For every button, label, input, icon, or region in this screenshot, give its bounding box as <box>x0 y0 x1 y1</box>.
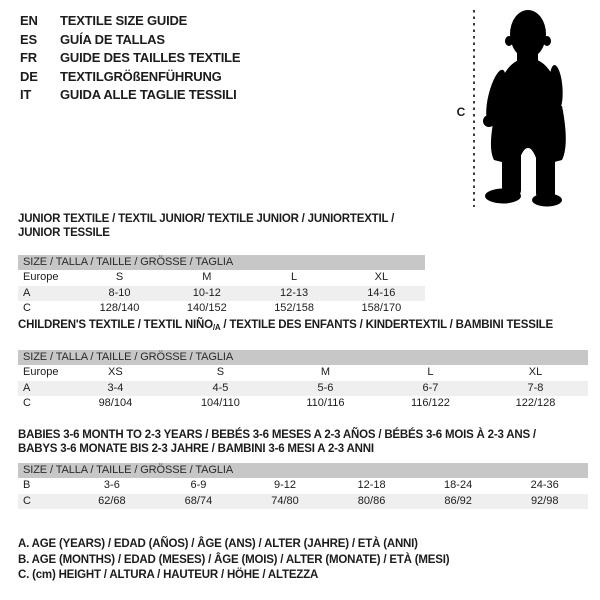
measurement-legend <box>18 537 449 584</box>
size-cell: 6-7 <box>422 381 439 394</box>
size-cell: S <box>115 271 124 283</box>
legend-line-c: C. (cm) HEIGHT / ALTURA / HAUTEUR / HÖHE / ALTEZZA <box>18 569 319 581</box>
table-row <box>18 365 588 381</box>
size-cell: 62/68 <box>98 494 126 507</box>
size-cell: 12-18 <box>357 479 386 491</box>
size-header-bar: SIZE / TALLA / TAILLE / GRÖSSE / TAGLIA <box>18 463 588 478</box>
lang-label: TEXTILE SIZE GUIDE <box>60 13 188 28</box>
lang-code: DE <box>20 68 38 84</box>
size-cell: M <box>320 366 331 378</box>
size-cell: 8-10 <box>108 286 131 299</box>
table-row <box>18 301 425 317</box>
size-cell: 10-12 <box>192 286 221 299</box>
table-row <box>18 396 588 412</box>
size-cell: 152/158 <box>274 302 314 314</box>
size-cell: 140/152 <box>186 302 227 314</box>
lang-row-de <box>20 68 240 87</box>
size-cell: 7-8 <box>527 381 544 394</box>
size-cell: M <box>202 271 212 283</box>
lang-label: TEXTILGRÖßENFÜHRUNG <box>60 68 222 84</box>
size-cell: 116/122 <box>410 397 450 409</box>
row-label: Europe <box>23 366 59 378</box>
size-cell: 9-12 <box>273 479 297 491</box>
height-measure-label: C <box>456 105 466 119</box>
lang-label: GUIDA ALLE TAGLIE TESSILI <box>60 87 237 102</box>
size-cell: 12-13 <box>280 286 309 299</box>
row-label: C <box>23 302 31 314</box>
size-cell: 6-9 <box>190 479 207 491</box>
size-cell: XS <box>108 366 123 378</box>
table-row <box>18 494 588 510</box>
row-label: C <box>23 494 31 507</box>
size-cell: 122/128 <box>515 397 556 409</box>
children-size-table <box>18 365 588 412</box>
lang-code: FR <box>20 50 37 65</box>
row-label: Europe <box>23 271 59 283</box>
size-cell: 24-36 <box>530 479 559 491</box>
babies-size-table <box>18 478 588 509</box>
row-label: B <box>23 479 31 491</box>
row-label: A <box>23 381 31 394</box>
size-cell: S <box>216 366 225 378</box>
size-cell: 5-6 <box>317 381 334 394</box>
lang-code: ES <box>20 31 37 47</box>
size-cell: 3-6 <box>103 479 120 491</box>
row-label: A <box>23 286 31 299</box>
size-header-bar: SIZE / TALLA / TAILLE / GRÖSSE / TAGLIA <box>18 255 425 270</box>
size-cell: 18-24 <box>444 479 473 491</box>
title-line-1: BABIES 3-6 MONTH TO 2-3 YEARS / BEBÉS 3-6 MESES A 2-3 AÑOS / BÉBÉS 3-6 MOIS À 2-3 ANS / <box>18 429 536 441</box>
title-prefix: CHILDREN'S TEXTILE / TEXTIL NIÑO <box>18 319 213 331</box>
lang-label: GUÍA DE TALLAS <box>60 31 165 47</box>
size-cell: 4-5 <box>212 381 229 394</box>
lang-row-fr <box>20 49 240 68</box>
size-cell: 158/170 <box>361 302 402 314</box>
size-cell: 104/110 <box>200 397 240 409</box>
size-cell: 80/86 <box>357 494 386 507</box>
size-cell: L <box>291 271 298 283</box>
table-row <box>18 381 588 397</box>
table-row <box>18 270 425 286</box>
table-row <box>18 286 425 302</box>
size-cell: 74/80 <box>271 494 299 507</box>
babies-textile-section <box>18 428 588 509</box>
junior-textile-section <box>18 212 425 317</box>
title-suffix: / TEXTILE DES ENFANTS / KINDERTEXTIL / BAMBINI TESSILE <box>220 319 553 331</box>
table-title-junior: JUNIOR TEXTILE / TEXTIL JUNIOR/ TEXTILE JUNIOR / JUNIORTEXTIL / JUNIOR TESSILE <box>18 213 395 239</box>
size-cell: XL <box>528 366 543 378</box>
size-cell: 14-16 <box>367 286 396 299</box>
size-cell: 68/74 <box>184 494 213 507</box>
lang-code: IT <box>20 87 32 102</box>
size-header-bar: SIZE / TALLA / TAILLE / GRÖSSE / TAGLIA <box>18 350 588 365</box>
height-measure-dotted-line <box>473 10 475 207</box>
size-cell: 92/98 <box>530 494 559 507</box>
language-header <box>20 12 240 105</box>
lang-row-es <box>20 31 240 50</box>
row-label: C <box>23 397 31 409</box>
baby-silhouette-icon <box>480 8 570 208</box>
lang-row-it <box>20 86 240 105</box>
legend-line-a: A. AGE (YEARS) / EDAD (AÑOS) / ÂGE (ANS) / ALTER (JAHRE) / ETÀ (ANNI) <box>18 538 418 550</box>
children-textile-section <box>18 318 588 412</box>
junior-size-table <box>18 270 425 317</box>
title-subscript: /A <box>212 323 221 332</box>
lang-row-en <box>20 12 240 31</box>
legend-line-b: B. AGE (MONTHS) / EDAD (MESES) / ÂGE (MOIS) / ALTER (MONATE) / ETÀ (MESI) <box>18 553 450 566</box>
size-cell: 86/92 <box>444 494 472 507</box>
size-cell: 98/104 <box>98 397 133 409</box>
size-cell: XL <box>374 271 389 283</box>
lang-label: GUIDE DES TAILLES TEXTILE <box>60 50 241 65</box>
size-cell: 110/116 <box>306 397 345 409</box>
size-cell: 3-4 <box>107 381 124 394</box>
size-cell: L <box>427 366 434 378</box>
title-line-2: BABYS 3-6 MONATE BIS 2-3 JAHRE / BAMBINI 3-6 MESI A 2-3 ANNI <box>18 443 374 455</box>
table-row <box>18 478 588 494</box>
lang-code: EN <box>20 13 38 28</box>
table-title-babies <box>18 428 588 456</box>
size-cell: 128/140 <box>99 302 140 314</box>
table-title-children <box>18 318 588 335</box>
